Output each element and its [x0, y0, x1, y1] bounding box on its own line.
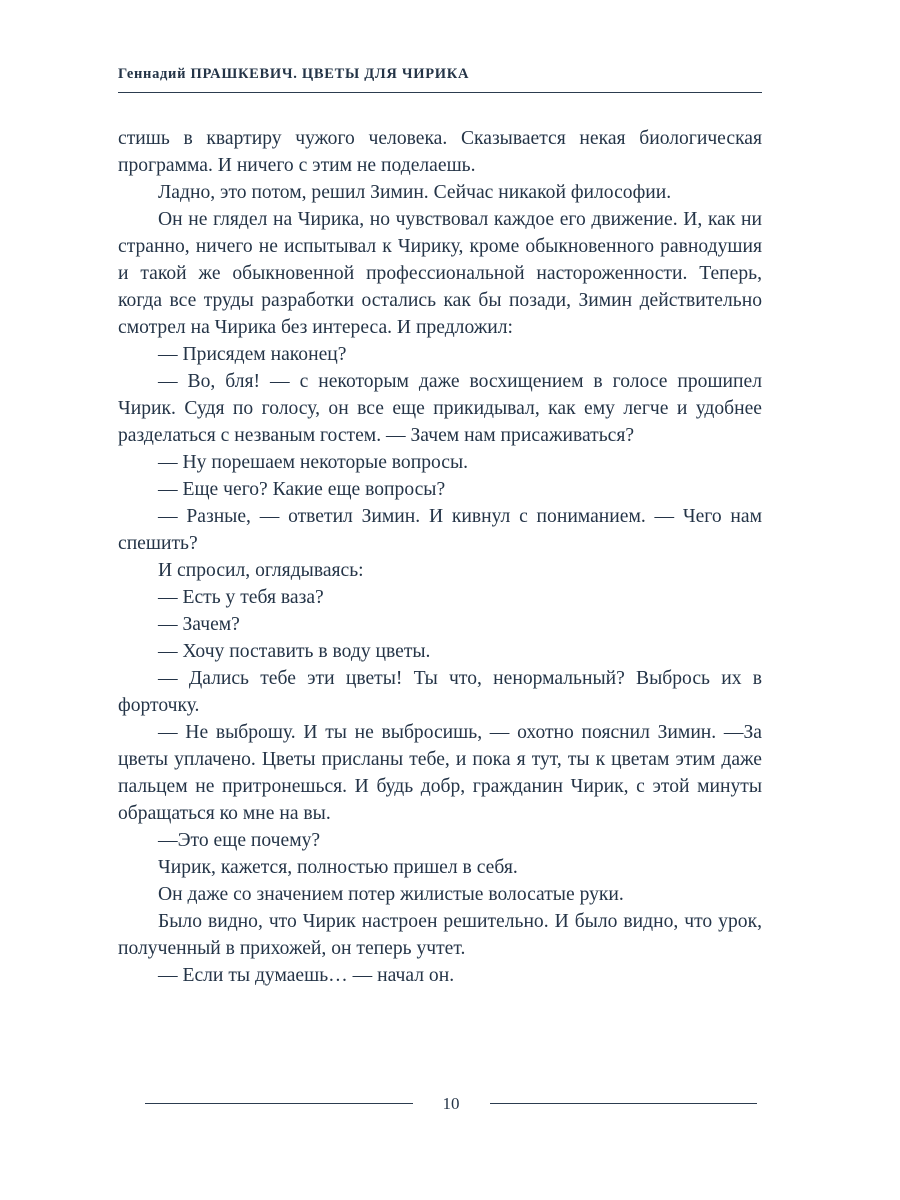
paragraph: Ладно, это потом, решил Зимин. Сейчас никакой философии.: [158, 182, 672, 203]
paragraph: Он не глядел на Чирика, но чувствовал каждое его движение. И, как ни странно, ничего не испытывал к Чирику, кроме обыкновенного равнодушия и такой же обыкновенной профессиональной настороженности. Теперь, когда все труды разработки остались как бы позади, Зимин действительно смотрел на Чирика без интереса. И предложил:: [118, 209, 762, 338]
paragraph: И спросил, оглядываясь:: [158, 560, 364, 581]
paragraph: — Дались тебе эти цветы! Ты что, ненормальный? Выбрось их в форточку.: [118, 668, 762, 716]
paragraph: — Еще чего? Какие еще вопросы?: [158, 479, 446, 500]
paragraph: — Присядем наконец?: [158, 344, 347, 365]
paragraph: — Не выброшу. И ты не выбросишь, — охотно пояснил Зимин. —За цветы уплачено. Цветы присланы тебе, и пока я тут, ты к цветам этим даже пальцем не притронешься. И будь добр, гражданин Чирик, с этой минуты обращаться ко мне на вы.: [118, 722, 762, 824]
paragraph: Было видно, что Чирик настроен решительно. И было видно, что урок, полученный в прихожей, он теперь учтет.: [118, 911, 762, 959]
footer-rule-left: [145, 1103, 413, 1104]
paragraph: — Хочу поставить в воду цветы.: [158, 641, 431, 662]
page-footer: [145, 1095, 757, 1112]
paragraph: — Есть у тебя ваза?: [158, 587, 324, 608]
page-body: [118, 125, 762, 989]
paragraph: — Во, бля! — с некоторым даже восхищением в голосе прошипел Чирик. Судя по голосу, он все еще прикидывал, как ему легче и удобнее разделаться с незваным гостем. — Зачем нам присаживаться?: [118, 371, 762, 446]
paragraph: — Если ты думаешь… — начал он.: [158, 965, 455, 986]
paragraph: стишь в квартиру чужого человека. Сказывается некая биологическая программа. И ничего с этим не поделаешь.: [118, 128, 762, 176]
paragraph: Чирик, кажется, полностью пришел в себя.: [158, 857, 518, 878]
paragraph: —Это еще почему?: [158, 830, 321, 851]
footer-rule-right: [490, 1103, 758, 1104]
paragraph: Он даже со значением потер жилистые волосатые руки.: [158, 884, 624, 905]
paragraph: — Ну порешаем некоторые вопросы.: [158, 452, 469, 473]
running-header: [118, 66, 762, 93]
paragraph: — Зачем?: [158, 614, 240, 635]
page-number: 10: [442, 1094, 460, 1113]
running-header-title: Геннадий ПРАШКЕВИЧ. ЦВЕТЫ ДЛЯ ЧИРИКА: [118, 66, 470, 82]
paragraph: — Разные, — ответил Зимин. И кивнул с пониманием. — Чего нам спешить?: [118, 506, 762, 554]
